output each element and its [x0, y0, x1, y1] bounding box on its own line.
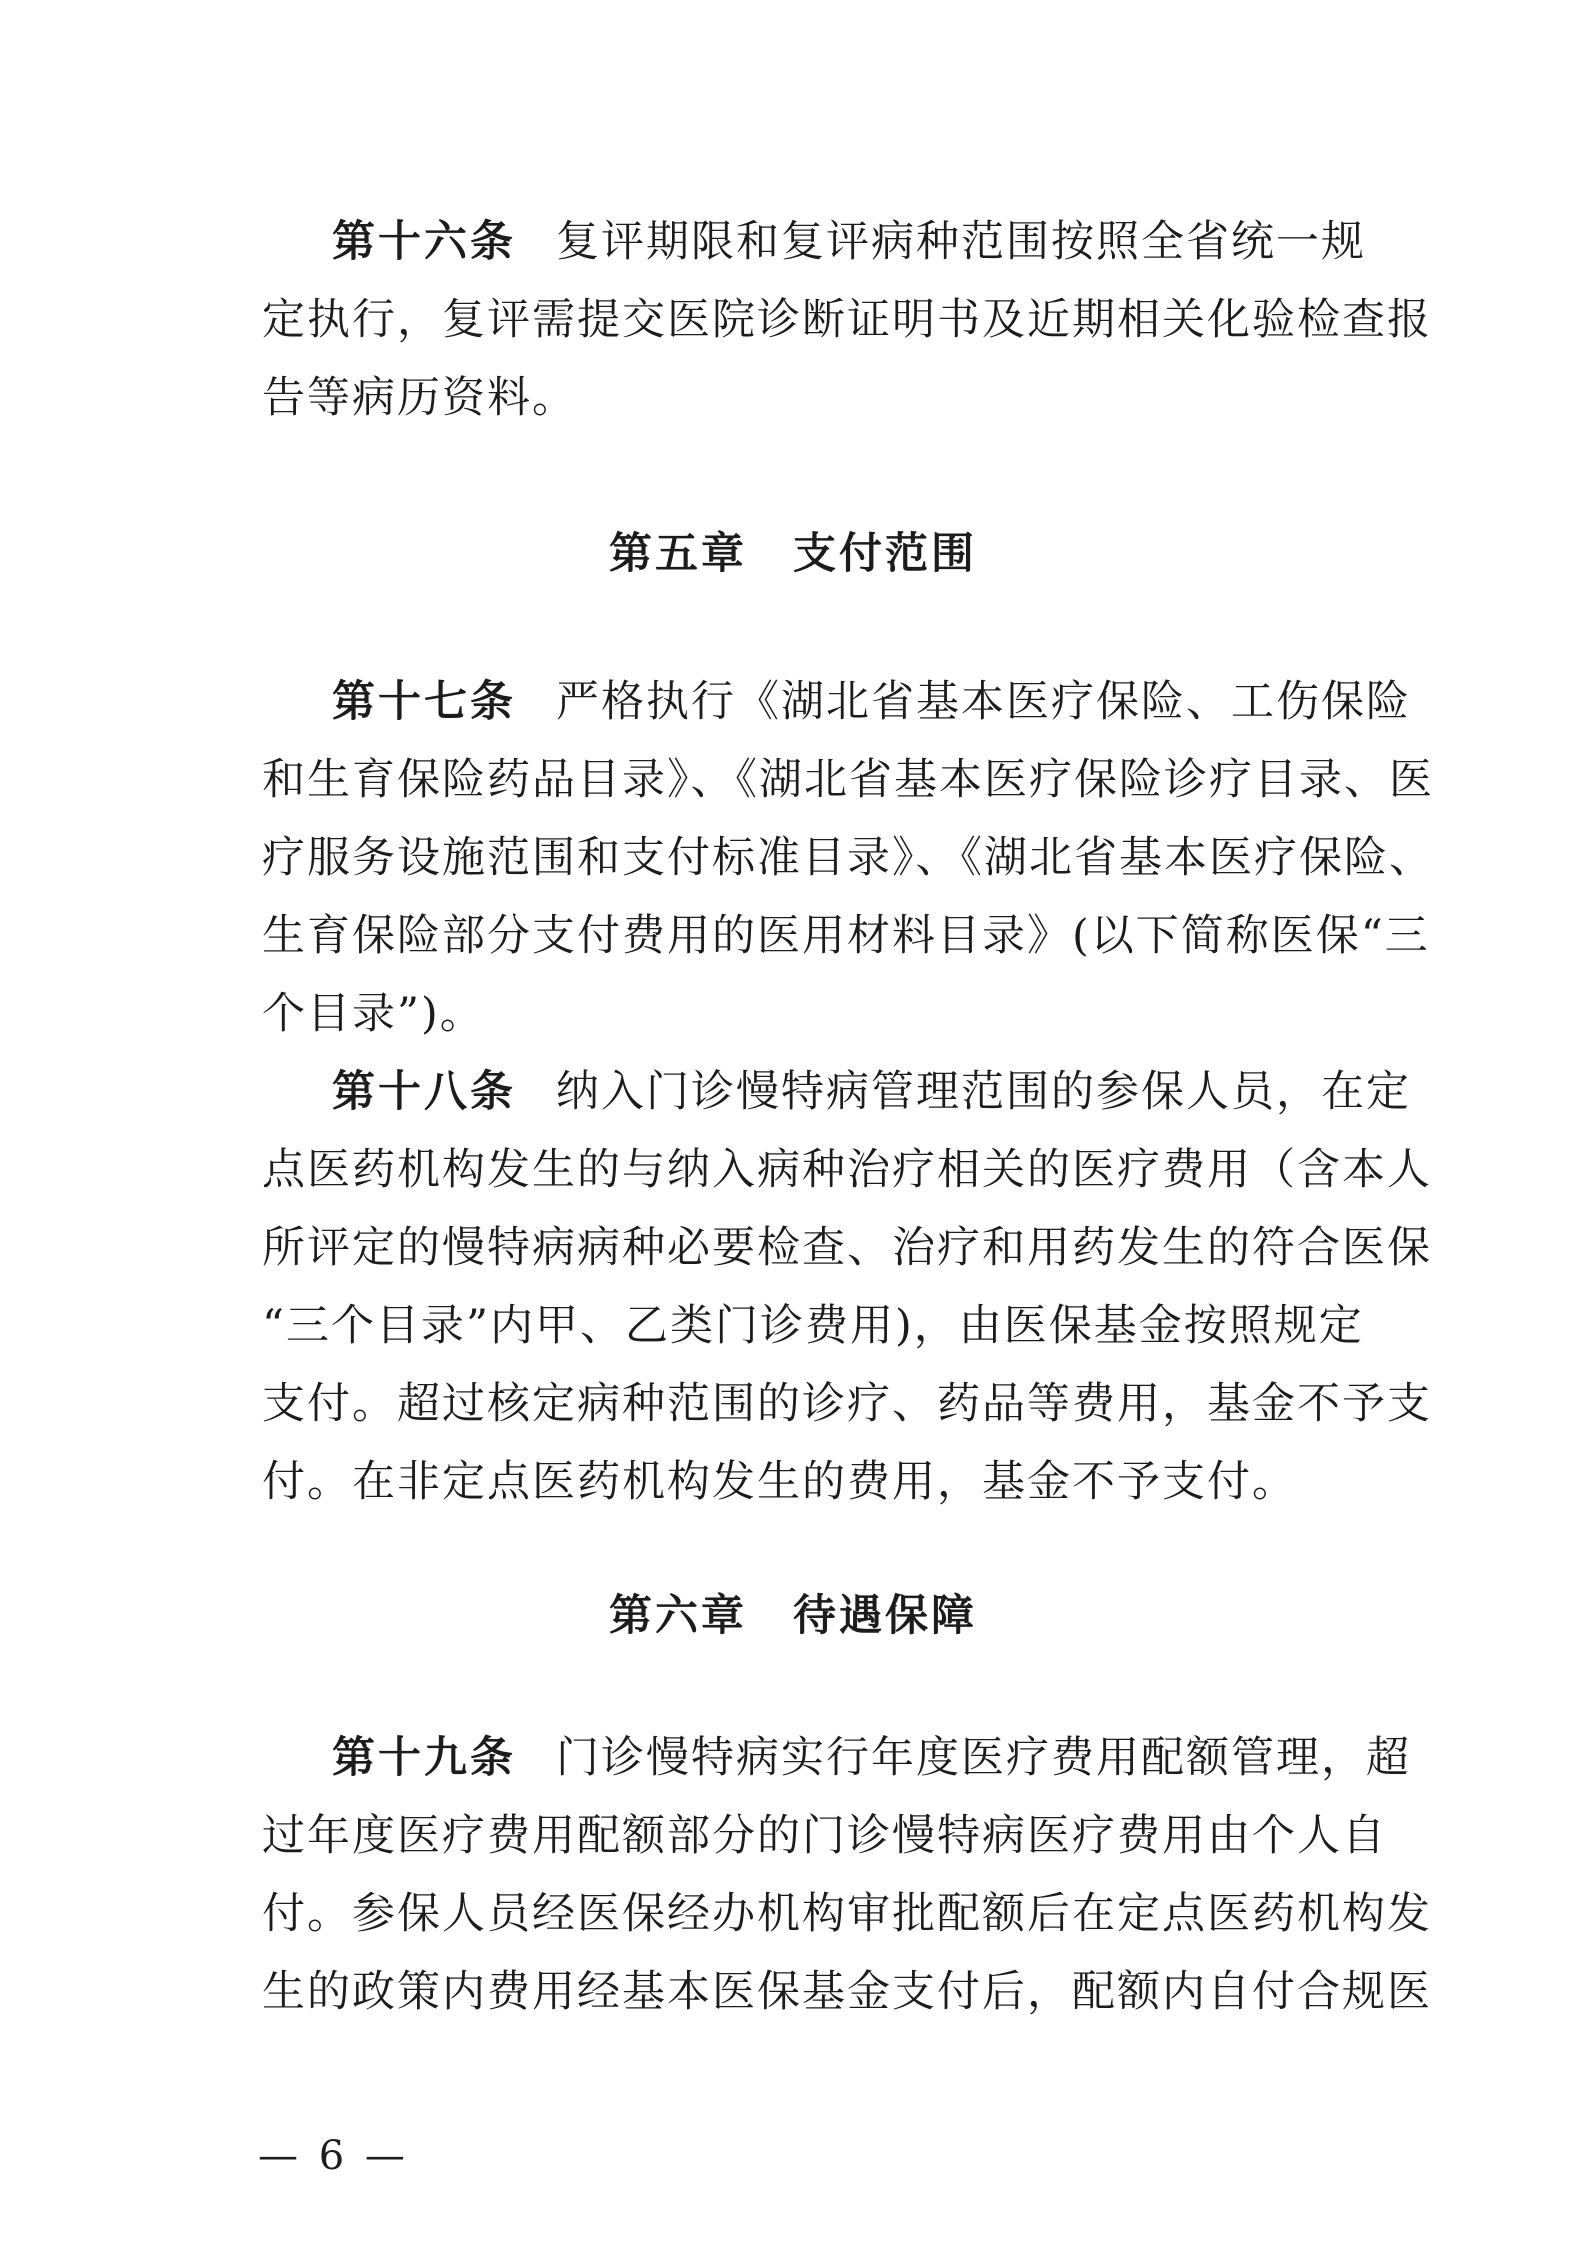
- article-19-line-1: 第十九条 门诊慢特病实行年度医疗费用配额管理，超: [332, 1733, 1411, 1783]
- article-19-line-3: 付。参保人员经医保经办机构审批配额后在定点医药机构发: [262, 1889, 1432, 1939]
- article-18-line-3: 所评定的慢特病病种必要检查、治疗和用药发生的符合医保: [262, 1223, 1432, 1273]
- chapter-6-heading: 第六章 待遇保障: [609, 1591, 977, 1641]
- article-18-line-1: 第十八条 纳入门诊慢特病管理范围的参保人员，在定: [332, 1067, 1411, 1117]
- article-18-line-4: “三个目录”内甲、乙类门诊费用)，由医保基金按照规定: [262, 1301, 1364, 1351]
- chapter-5-heading: 第五章 支付范围: [609, 529, 977, 579]
- article-19-label: 第十九条: [332, 1733, 516, 1783]
- article-16-line-2: 定执行，复评需提交医院诊断证明书及近期相关化验检查报: [262, 295, 1432, 345]
- article-16-label: 第十六条: [332, 217, 516, 267]
- article-19-line-4: 生的政策内费用经基本医保基金支付后，配额内自付合规医: [262, 1967, 1432, 2017]
- article-18-label: 第十八条: [332, 1067, 516, 1117]
- article-18-line-6: 付。在非定点医药机构发生的费用，基金不予支付。: [262, 1457, 1297, 1507]
- article-17-label: 第十七条: [332, 677, 516, 727]
- article-17-line-3: 疗服务设施范围和支付标准目录》、《湖北省基本医疗保险、: [262, 833, 1434, 883]
- page-number: — 6 —: [258, 2133, 409, 2179]
- article-17-line-5: 个目录”)。: [262, 989, 485, 1039]
- article-19-line-2: 过年度医疗费用配额部分的门诊慢特病医疗费用由个人自: [262, 1811, 1387, 1861]
- article-16-line-1: 第十六条 复评期限和复评病种范围按照全省统一规: [332, 217, 1366, 267]
- article-17-line-4: 生育保险部分支付费用的医用材料目录》(以下简称医保“三: [262, 911, 1430, 961]
- article-18-line-5: 支付。超过核定病种范围的诊疗、药品等费用，基金不予支: [262, 1379, 1432, 1429]
- article-17-line-1: 第十七条 严格执行《湖北省基本医疗保险、工伤保险: [332, 677, 1411, 727]
- article-16-line-3: 告等病历资料。: [262, 373, 577, 423]
- article-17-line-2: 和生育保险药品目录》、《湖北省基本医疗保险诊疗目录、医: [262, 755, 1434, 805]
- article-18-line-2: 点医药机构发生的与纳入病种治疗相关的医疗费用（含本人: [262, 1145, 1432, 1195]
